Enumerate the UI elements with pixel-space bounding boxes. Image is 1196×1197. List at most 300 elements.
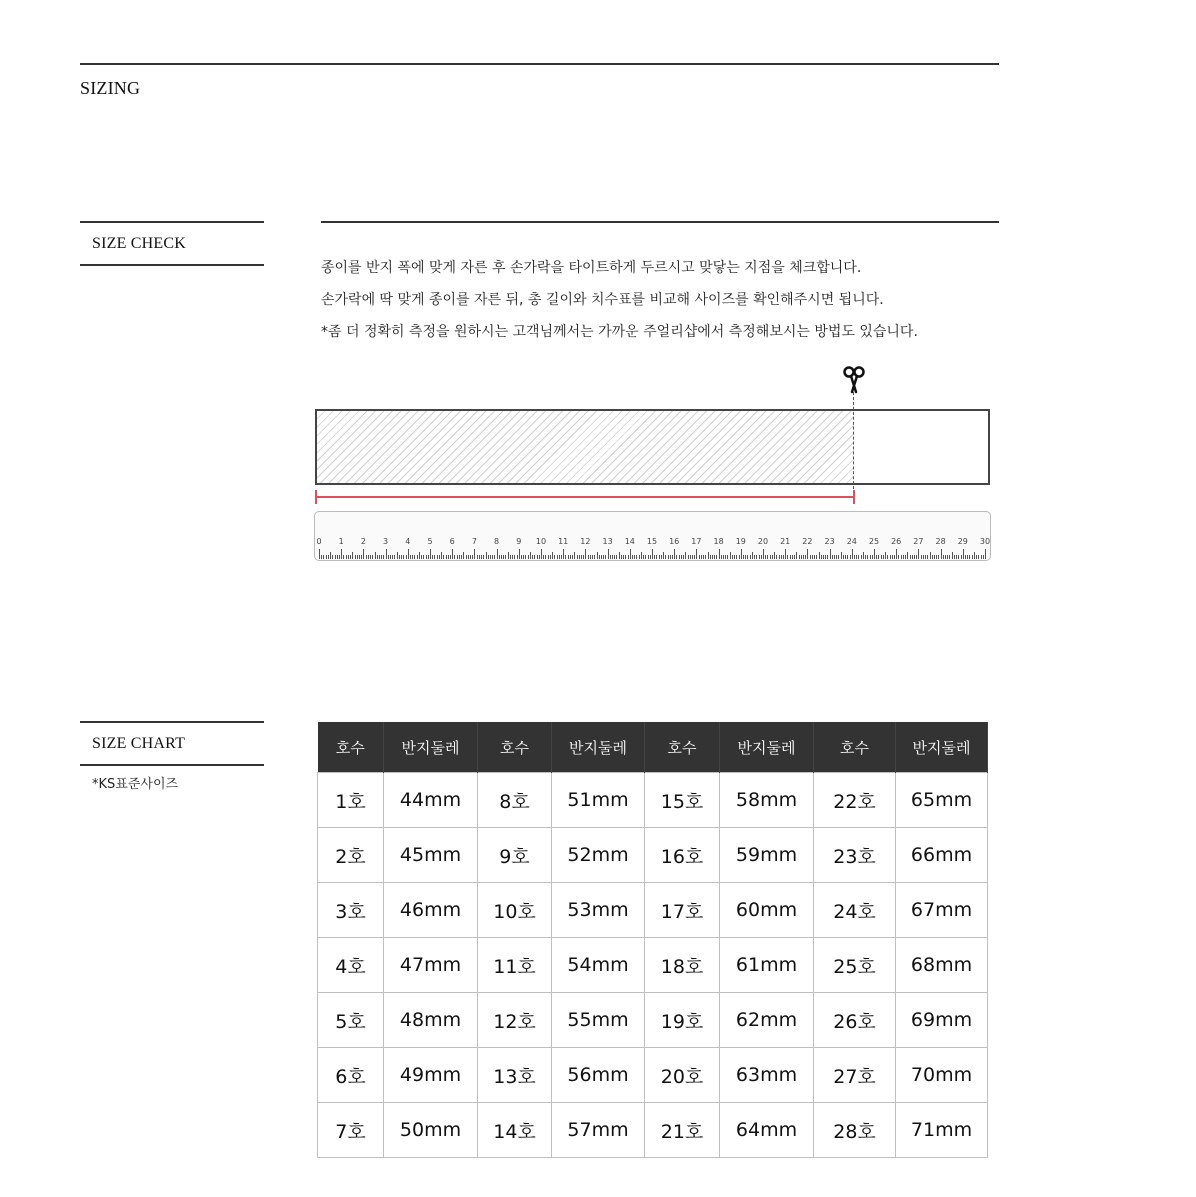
ruler-tick bbox=[355, 555, 356, 559]
ruler-tick bbox=[392, 555, 393, 559]
ruler-tick bbox=[592, 555, 593, 559]
ruler-tick bbox=[486, 552, 487, 559]
ruler-tick bbox=[503, 555, 504, 559]
ruler-tick bbox=[501, 555, 502, 559]
circumference-cell: 56mm bbox=[552, 1048, 645, 1103]
size-check-line-2: 손가락에 딱 맞게 종이를 자른 뒤, 총 길이와 치수표를 비교해 사이즈를 확인해주시면 됩니다. bbox=[321, 292, 884, 308]
ruler-tick bbox=[941, 549, 942, 559]
ruler-tick bbox=[414, 555, 415, 559]
ruler-tick bbox=[765, 555, 766, 559]
ruler-tick bbox=[918, 549, 919, 559]
ruler-tick bbox=[732, 555, 733, 559]
ruler-tick bbox=[981, 555, 982, 559]
ruler-tick bbox=[608, 549, 609, 559]
ruler-tick bbox=[452, 549, 453, 559]
ruler-tick bbox=[803, 555, 804, 559]
ruler-tick bbox=[736, 555, 737, 559]
ruler-tick bbox=[548, 555, 549, 559]
ruler-tick bbox=[630, 549, 631, 559]
header-size: 호수 bbox=[318, 722, 384, 773]
ruler-tick bbox=[419, 552, 420, 559]
ruler-number: 12 bbox=[580, 537, 591, 546]
ruler-tick bbox=[328, 555, 329, 559]
ruler-tick bbox=[827, 555, 828, 559]
ruler-tick bbox=[583, 555, 584, 559]
ruler-number: 4 bbox=[405, 537, 411, 546]
ruler-tick bbox=[763, 549, 764, 559]
ruler-tick bbox=[974, 552, 975, 559]
ruler-tick bbox=[559, 555, 560, 559]
ruler-tick bbox=[497, 549, 498, 559]
ruler-tick bbox=[670, 555, 671, 559]
ruler-tick bbox=[814, 555, 815, 559]
size-check-title: SIZE CHECK bbox=[92, 235, 186, 252]
ruler-tick bbox=[437, 555, 438, 559]
size-cell: 16호 bbox=[645, 828, 720, 883]
ruler-tick bbox=[634, 555, 635, 559]
header-circumference: 반지둘레 bbox=[552, 722, 645, 773]
ruler-tick bbox=[483, 555, 484, 559]
header-circumference: 반지둘레 bbox=[384, 722, 478, 773]
circumference-cell: 68mm bbox=[896, 938, 988, 993]
header-size: 호수 bbox=[814, 722, 896, 773]
ruler-tick bbox=[714, 555, 715, 559]
ruler-tick bbox=[377, 555, 378, 559]
ruler-tick bbox=[885, 552, 886, 559]
ruler-tick bbox=[925, 555, 926, 559]
ruler-tick bbox=[754, 555, 755, 559]
ruler-tick bbox=[545, 555, 546, 559]
ruler-tick bbox=[774, 552, 775, 559]
ruler-tick bbox=[663, 552, 664, 559]
size-cell: 27호 bbox=[814, 1048, 896, 1103]
ruler-tick bbox=[792, 555, 793, 559]
size-check-rule-top bbox=[80, 221, 264, 223]
size-chart-rule-bottom bbox=[80, 764, 264, 766]
ruler-tick bbox=[741, 549, 742, 559]
ruler-tick bbox=[408, 549, 409, 559]
ruler-number: 20 bbox=[757, 537, 769, 546]
ruler-tick bbox=[752, 552, 753, 559]
ruler-number: 0 bbox=[316, 537, 322, 546]
ruler-number: 27 bbox=[913, 537, 924, 546]
ruler-tick bbox=[461, 555, 462, 559]
ruler-tick bbox=[674, 549, 675, 559]
ruler-tick bbox=[772, 555, 773, 559]
ruler-tick bbox=[923, 555, 924, 559]
size-cell: 15호 bbox=[645, 773, 720, 828]
size-cell: 23호 bbox=[814, 828, 896, 883]
ruler-tick bbox=[597, 552, 598, 559]
ruler-tick bbox=[574, 552, 575, 559]
ruler-tick bbox=[963, 549, 964, 559]
ruler-tick bbox=[510, 555, 511, 559]
ruler-tick bbox=[785, 549, 786, 559]
ruler-tick bbox=[805, 555, 806, 559]
ruler-number: 29 bbox=[957, 537, 968, 546]
ruler-tick bbox=[490, 555, 491, 559]
ruler-tick bbox=[952, 552, 953, 559]
ruler-tick bbox=[332, 555, 333, 559]
ruler-tick bbox=[739, 555, 740, 559]
ruler-tick bbox=[430, 549, 431, 559]
measure-line bbox=[316, 496, 854, 498]
ruler-tick bbox=[572, 555, 573, 559]
ruler-number: 16 bbox=[669, 537, 680, 546]
ruler-tick bbox=[463, 552, 464, 559]
cut-line bbox=[853, 392, 854, 504]
size-cell: 6호 bbox=[318, 1048, 384, 1103]
ruler-tick bbox=[870, 555, 871, 559]
ruler-tick bbox=[708, 552, 709, 559]
ruler-tick bbox=[568, 555, 569, 559]
size-check-line-3: *좀 더 정확히 측정을 원하시는 고객님께서는 가까운 주얼리샵에서 측정해보시는 방법도 있습니다. bbox=[321, 324, 918, 340]
sizing-title: SIZING bbox=[80, 78, 141, 98]
ruler-tick bbox=[816, 555, 817, 559]
ruler-number: 13 bbox=[602, 537, 613, 546]
ruler-tick bbox=[488, 555, 489, 559]
ruler-tick bbox=[743, 555, 744, 559]
size-check-line-1: 종이를 반지 폭에 맞게 자른 후 손가락을 타이트하게 두르시고 맞닿는 지점을 체크합니다. bbox=[321, 260, 862, 276]
ruler-tick bbox=[932, 555, 933, 559]
ruler-tick bbox=[643, 555, 644, 559]
size-cell: 5호 bbox=[318, 993, 384, 1048]
ruler-tick bbox=[936, 555, 937, 559]
ruler-tick bbox=[694, 555, 695, 559]
ruler-tick bbox=[834, 555, 835, 559]
size-cell: 8호 bbox=[478, 773, 552, 828]
ruler-tick bbox=[756, 555, 757, 559]
ruler-tick bbox=[450, 555, 451, 559]
ruler-tick bbox=[375, 552, 376, 559]
ruler-tick bbox=[854, 555, 855, 559]
ruler-tick bbox=[861, 555, 862, 559]
circumference-cell: 64mm bbox=[720, 1103, 814, 1158]
ruler-tick bbox=[421, 555, 422, 559]
ruler-tick bbox=[623, 555, 624, 559]
ruler-tick bbox=[727, 555, 728, 559]
size-check-rule-bottom bbox=[80, 264, 264, 266]
ruler-tick bbox=[428, 555, 429, 559]
ruler-tick bbox=[517, 555, 518, 559]
ruler-tick bbox=[961, 555, 962, 559]
ruler-tick bbox=[468, 555, 469, 559]
ruler-tick bbox=[894, 555, 895, 559]
ruler-tick bbox=[601, 555, 602, 559]
ruler-tick bbox=[368, 555, 369, 559]
ruler-tick bbox=[466, 555, 467, 559]
header-circumference: 반지둘레 bbox=[720, 722, 814, 773]
ruler-number: 6 bbox=[449, 537, 455, 546]
ruler-tick bbox=[479, 555, 480, 559]
ruler-tick bbox=[843, 555, 844, 559]
ruler-tick bbox=[372, 555, 373, 559]
circumference-cell: 50mm bbox=[384, 1103, 478, 1158]
size-cell: 18호 bbox=[645, 938, 720, 993]
ruler-tick bbox=[656, 555, 657, 559]
ruler-tick bbox=[579, 555, 580, 559]
ruler-tick bbox=[346, 555, 347, 559]
ruler-tick bbox=[845, 555, 846, 559]
ruler-tick bbox=[616, 555, 617, 559]
ruler-tick bbox=[394, 555, 395, 559]
header-size: 호수 bbox=[478, 722, 552, 773]
ruler-tick bbox=[901, 555, 902, 559]
ruler-tick bbox=[337, 555, 338, 559]
table-row bbox=[318, 1048, 988, 1103]
ruler-tick bbox=[776, 555, 777, 559]
ruler-number: 2 bbox=[360, 537, 366, 546]
size-cell: 4호 bbox=[318, 938, 384, 993]
ruler-tick bbox=[807, 549, 808, 559]
ruler-tick bbox=[819, 552, 820, 559]
ruler-tick bbox=[823, 555, 824, 559]
ruler-tick bbox=[639, 555, 640, 559]
table-row bbox=[318, 828, 988, 883]
ruler-tick bbox=[821, 555, 822, 559]
ruler-tick bbox=[892, 555, 893, 559]
ruler-tick bbox=[459, 555, 460, 559]
ruler-tick bbox=[383, 555, 384, 559]
ruler-tick bbox=[605, 555, 606, 559]
ruler-tick bbox=[716, 555, 717, 559]
ruler-tick bbox=[801, 555, 802, 559]
measure-end-tick bbox=[853, 490, 855, 504]
size-cell: 20호 bbox=[645, 1048, 720, 1103]
ruler-tick bbox=[525, 555, 526, 559]
table-header-row bbox=[318, 722, 988, 773]
ruler-tick bbox=[321, 555, 322, 559]
ruler-tick bbox=[352, 552, 353, 559]
ruler-tick bbox=[794, 555, 795, 559]
ruler-number: 8 bbox=[494, 537, 500, 546]
ruler-tick bbox=[976, 555, 977, 559]
ruler-tick bbox=[681, 555, 682, 559]
ruler-tick bbox=[550, 555, 551, 559]
ruler-tick bbox=[983, 555, 984, 559]
ruler-tick bbox=[481, 555, 482, 559]
ruler-tick bbox=[914, 555, 915, 559]
circumference-cell: 44mm bbox=[384, 773, 478, 828]
circumference-cell: 51mm bbox=[552, 773, 645, 828]
top-divider bbox=[80, 63, 999, 65]
circumference-cell: 66mm bbox=[896, 828, 988, 883]
ruler-tick bbox=[723, 555, 724, 559]
ruler-tick bbox=[761, 555, 762, 559]
ruler-tick bbox=[725, 555, 726, 559]
size-cell: 22호 bbox=[814, 773, 896, 828]
circumference-cell: 53mm bbox=[552, 883, 645, 938]
ruler-tick bbox=[958, 555, 959, 559]
ruler-tick bbox=[676, 555, 677, 559]
ruler-tick bbox=[865, 555, 866, 559]
ruler-tick bbox=[434, 555, 435, 559]
circumference-cell: 71mm bbox=[896, 1103, 988, 1158]
size-cell: 24호 bbox=[814, 883, 896, 938]
ruler-tick bbox=[903, 555, 904, 559]
ruler-tick bbox=[532, 555, 533, 559]
ruler-tick bbox=[410, 555, 411, 559]
ruler-tick bbox=[474, 549, 475, 559]
ruler-tick bbox=[432, 555, 433, 559]
ruler-number: 25 bbox=[868, 537, 880, 546]
ruler-tick bbox=[927, 555, 928, 559]
ruler-tick bbox=[847, 555, 848, 559]
ruler-tick bbox=[543, 555, 544, 559]
circumference-cell: 63mm bbox=[720, 1048, 814, 1103]
ruler-number: 30 bbox=[979, 537, 991, 546]
ruler-tick bbox=[943, 555, 944, 559]
size-cell: 3호 bbox=[318, 883, 384, 938]
ruler-tick bbox=[359, 555, 360, 559]
ruler-tick bbox=[705, 555, 706, 559]
size-cell: 19호 bbox=[645, 993, 720, 1048]
ruler-tick bbox=[521, 555, 522, 559]
ruler-tick bbox=[406, 555, 407, 559]
ruler-tick bbox=[770, 555, 771, 559]
ruler-tick bbox=[590, 555, 591, 559]
ruler-tick bbox=[379, 555, 380, 559]
ruler-tick bbox=[703, 555, 704, 559]
table-row bbox=[318, 1103, 988, 1158]
circumference-cell: 57mm bbox=[552, 1103, 645, 1158]
ruler-tick bbox=[921, 555, 922, 559]
ruler-tick bbox=[403, 555, 404, 559]
ruler-number: 7 bbox=[471, 537, 477, 546]
ruler-tick bbox=[896, 549, 897, 559]
ruler-tick bbox=[350, 555, 351, 559]
ruler-tick bbox=[530, 552, 531, 559]
ruler-number: 22 bbox=[802, 537, 813, 546]
ruler-tick bbox=[381, 555, 382, 559]
table-row bbox=[318, 883, 988, 938]
ruler-tick bbox=[326, 555, 327, 559]
ruler-tick bbox=[812, 555, 813, 559]
ruler-tick bbox=[585, 549, 586, 559]
ruler-tick bbox=[969, 555, 970, 559]
ruler-tick bbox=[910, 555, 911, 559]
ruler-tick bbox=[719, 549, 720, 559]
size-chart-note: *KS표준사이즈 bbox=[92, 777, 179, 792]
ruler-tick bbox=[672, 555, 673, 559]
ruler-number: 9 bbox=[516, 537, 522, 546]
header-circumference: 반지둘레 bbox=[896, 722, 988, 773]
ruler-tick bbox=[565, 555, 566, 559]
ruler-tick bbox=[876, 555, 877, 559]
circumference-cell: 55mm bbox=[552, 993, 645, 1048]
ruler-tick bbox=[881, 555, 882, 559]
ruler-tick bbox=[339, 555, 340, 559]
size-cell: 26호 bbox=[814, 993, 896, 1048]
size-cell: 21호 bbox=[645, 1103, 720, 1158]
ruler-number: 17 bbox=[691, 537, 702, 546]
ruler-number: 3 bbox=[383, 537, 389, 546]
ruler-tick bbox=[830, 549, 831, 559]
ruler-tick bbox=[907, 552, 908, 559]
ruler-tick bbox=[499, 555, 500, 559]
header-size: 호수 bbox=[645, 722, 720, 773]
ruler-tick bbox=[508, 552, 509, 559]
ruler-tick bbox=[867, 555, 868, 559]
ruler-tick bbox=[594, 555, 595, 559]
ruler-tick bbox=[850, 555, 851, 559]
ruler-number: 18 bbox=[713, 537, 724, 546]
circumference-cell: 54mm bbox=[552, 938, 645, 993]
ruler-tick bbox=[401, 555, 402, 559]
ruler-tick bbox=[836, 555, 837, 559]
ruler-tick bbox=[621, 555, 622, 559]
ruler-tick bbox=[454, 555, 455, 559]
ruler-tick bbox=[641, 552, 642, 559]
size-chart-rule-top bbox=[80, 721, 264, 723]
ruler-tick bbox=[357, 555, 358, 559]
ruler-tick bbox=[972, 555, 973, 559]
ruler-tick bbox=[685, 552, 686, 559]
ruler-tick bbox=[417, 555, 418, 559]
size-chart-title: SIZE CHART bbox=[92, 735, 186, 752]
ruler-tick bbox=[654, 555, 655, 559]
ruler-tick bbox=[699, 555, 700, 559]
ruler-number: 5 bbox=[427, 537, 433, 546]
ruler-tick bbox=[519, 549, 520, 559]
circumference-cell: 69mm bbox=[896, 993, 988, 1048]
circumference-cell: 59mm bbox=[720, 828, 814, 883]
ruler-tick bbox=[967, 555, 968, 559]
ruler-tick bbox=[323, 555, 324, 559]
paper-wrapped-area bbox=[317, 411, 854, 483]
ruler-tick bbox=[852, 549, 853, 559]
ruler-tick bbox=[539, 555, 540, 559]
ruler-tick bbox=[534, 555, 535, 559]
size-cell: 13호 bbox=[478, 1048, 552, 1103]
ruler-tick bbox=[645, 555, 646, 559]
ruler-tick bbox=[841, 552, 842, 559]
ruler-tick bbox=[787, 555, 788, 559]
ruler-tick bbox=[563, 549, 564, 559]
ruler-tick bbox=[710, 555, 711, 559]
ruler-tick bbox=[397, 552, 398, 559]
ruler-tick bbox=[825, 555, 826, 559]
ruler-tick bbox=[783, 555, 784, 559]
circumference-cell: 58mm bbox=[720, 773, 814, 828]
ruler-tick bbox=[874, 549, 875, 559]
ruler-tick bbox=[949, 555, 950, 559]
ruler-tick bbox=[412, 555, 413, 559]
ruler-tick bbox=[554, 555, 555, 559]
ruler-tick bbox=[423, 555, 424, 559]
ruler-tick bbox=[668, 555, 669, 559]
ruler-tick bbox=[523, 555, 524, 559]
ruler-tick bbox=[978, 555, 979, 559]
ruler-tick bbox=[878, 555, 879, 559]
ruler-tick bbox=[612, 555, 613, 559]
ruler-tick bbox=[361, 555, 362, 559]
ruler-tick bbox=[692, 555, 693, 559]
circumference-cell: 61mm bbox=[720, 938, 814, 993]
size-cell: 1호 bbox=[318, 773, 384, 828]
size-cell: 10호 bbox=[478, 883, 552, 938]
ruler-tick bbox=[512, 555, 513, 559]
ruler-tick bbox=[577, 555, 578, 559]
ruler-tick bbox=[319, 549, 320, 559]
ruler-number: 14 bbox=[624, 537, 635, 546]
size-cell: 17호 bbox=[645, 883, 720, 938]
ruler-tick bbox=[632, 555, 633, 559]
ruler-number: 15 bbox=[646, 537, 658, 546]
ruler-tick bbox=[832, 555, 833, 559]
ruler-tick bbox=[330, 552, 331, 559]
ruler-tick bbox=[570, 555, 571, 559]
